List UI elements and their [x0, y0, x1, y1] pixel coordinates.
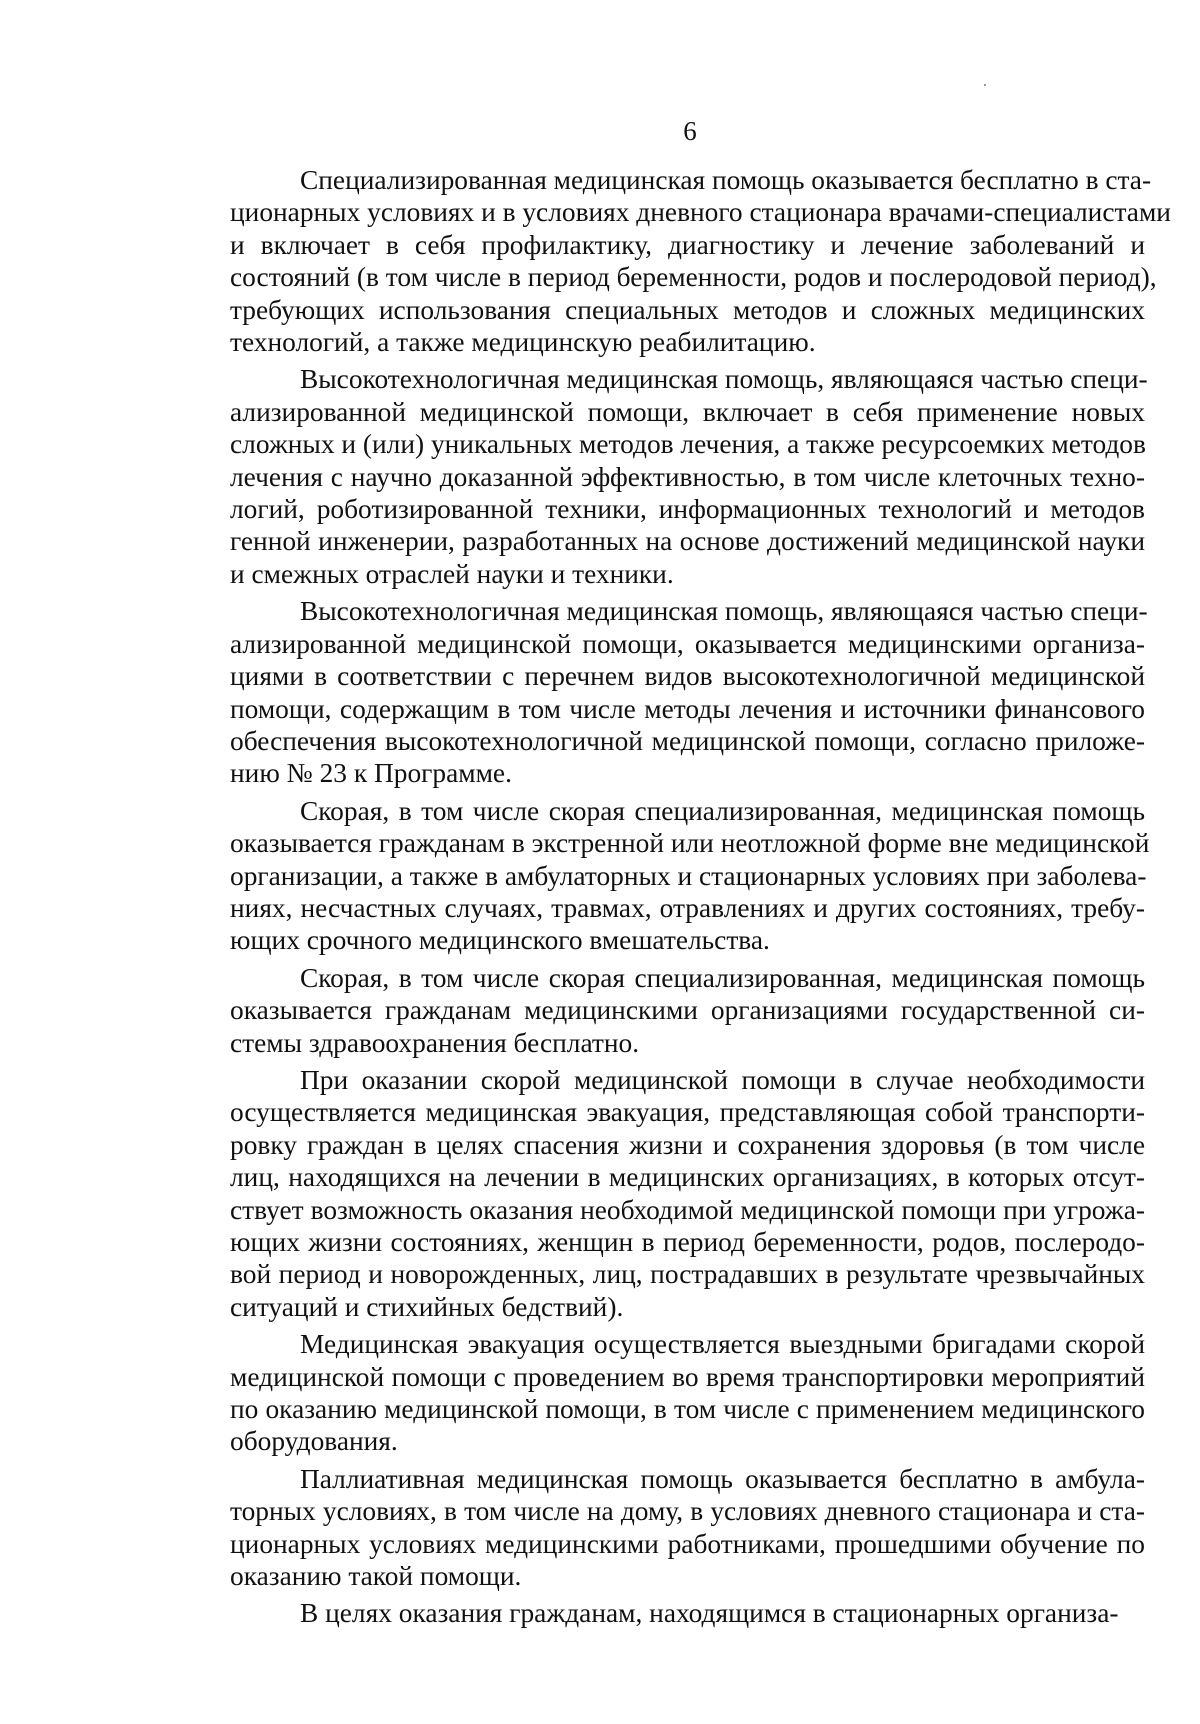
text-line: оказывается гражданам медицинскими организациями государственной си-: [230, 995, 1145, 1026]
text-line: вой период и новорожденных, лиц, пострадавших в результате чрезвычайных: [230, 1259, 1145, 1290]
paragraph: [230, 164, 1171, 358]
text-line: организации, а также в амбулаторных и стационарных условиях при заболева-: [230, 860, 1147, 891]
text-line: ционарных условиях и в условиях дневного стационара врачами-специалистами: [230, 197, 1171, 228]
text-line: оборудования.: [230, 1426, 398, 1457]
paragraph: [230, 1463, 1145, 1593]
text-line: Специализированная медицинская помощь оказывается бесплатно в ста-: [300, 165, 1152, 195]
paragraph: [230, 795, 1150, 957]
paragraph: [230, 1328, 1145, 1458]
text-line: оказанию такой помощи.: [230, 1561, 522, 1592]
text-line: ствует возможность оказания необходимой медицинской помощи при угрожа-: [230, 1194, 1145, 1225]
text-line: нию № 23 к Программе.: [230, 758, 512, 789]
text-line: и включает в себя профилактику, диагностику и лечение заболеваний и: [230, 229, 1145, 260]
text-line: осуществляется медицинская эвакуация, представляющая собой транспорти-: [230, 1097, 1145, 1128]
text-line: состояний (в том числе в период беременности, родов и послеродовой период),: [230, 262, 1157, 293]
text-line: ющих жизни состояниях, женщин в период беременности, родов, послеродо-: [230, 1227, 1145, 1257]
text-line: обеспечения высокотехнологичной медицинской помощи, согласно приложе-: [230, 725, 1145, 756]
text-line: генной инженерии, разработанных на основе достижений медицинской науки: [230, 526, 1145, 557]
text-line: ровку граждан в целях спасения жизни и сохранения здоровья (в том числе: [230, 1129, 1145, 1160]
text-line: В целях оказания гражданам, находящимся в стационарных организа-: [300, 1598, 1119, 1629]
text-line: сложных и (или) уникальных методов лечения, а также ресурсоемких методов: [230, 429, 1146, 460]
text-line: ниях, несчастных случаях, травмах, отравлениях и других состояниях, требу-: [230, 892, 1145, 923]
text-line: лиц, находящихся на лечении в медицинских организациях, в которых отсут-: [230, 1162, 1145, 1193]
paragraph: [230, 1064, 1145, 1323]
text-line: помощи, содержащим в том числе методы лечения и источники финансового: [230, 693, 1145, 724]
paragraph: [230, 363, 1148, 590]
text-line: Скорая, в том числе скорая специализированная, медицинская помощь: [300, 962, 1145, 993]
text-line: технологий, а также медицинскую реабилитацию.: [230, 327, 816, 358]
text-line: логий, роботизированной техники, информационных технологий и методов: [230, 494, 1145, 525]
text-line: торных условиях, в том числе на дому, в условиях дневного стационара и ста-: [230, 1496, 1145, 1527]
text-line: Высокотехнологичная медицинская помощь, являющаяся частью специ-: [300, 596, 1148, 627]
paragraph: [230, 595, 1148, 789]
text-line: ситуаций и стихийных бедствий).: [230, 1291, 624, 1322]
text-line: и смежных отраслей науки и техники.: [230, 558, 674, 589]
text-line: циями в соответствии с перечнем видов высокотехнологичной медицинской: [230, 661, 1145, 692]
text-line: Скорая, в том числе скорая специализированная, медицинская помощь: [300, 795, 1145, 826]
text-line: оказывается гражданам в экстренной или неотложной форме вне медицинской: [230, 828, 1150, 859]
text-line: При оказании скорой медицинской помощи в случае необходимости: [300, 1064, 1145, 1095]
text-line: стемы здравоохранения бесплатно.: [230, 1027, 640, 1058]
text-line: Медицинская эвакуация осуществляется выездными бригадами скорой: [300, 1329, 1145, 1360]
text-line: ализированной медицинской помощи, включает в себя применение новых: [230, 396, 1145, 427]
text-line: требующих использования специальных методов и сложных медицинских: [230, 294, 1145, 325]
document-body: [230, 164, 1171, 1635]
text-line: ционарных условиях медицинскими работниками, прошедшими обучение по: [230, 1528, 1145, 1559]
paragraph: [230, 1597, 1145, 1629]
paragraph: [230, 962, 1145, 1059]
page-number: 6: [683, 116, 697, 146]
text-line: Паллиативная медицинская помощь оказывается бесплатно в амбула-: [300, 1463, 1145, 1494]
text-line: ализированной медицинской помощи, оказывается медицинскими организа-: [230, 628, 1145, 659]
scan-speck: [984, 84, 986, 86]
text-line: Высокотехнологичная медицинская помощь, являющаяся частью специ-: [300, 364, 1148, 395]
text-line: медицинской помощи с проведением во время транспортировки мероприятий: [230, 1361, 1145, 1392]
text-line: лечения с научно доказанной эффективностью, в том числе клеточных техно-: [230, 461, 1145, 492]
text-line: по оказанию медицинской помощи, в том числе с применением медицинского: [230, 1394, 1145, 1425]
text-line: ющих срочного медицинского вмешательства.: [230, 925, 770, 956]
